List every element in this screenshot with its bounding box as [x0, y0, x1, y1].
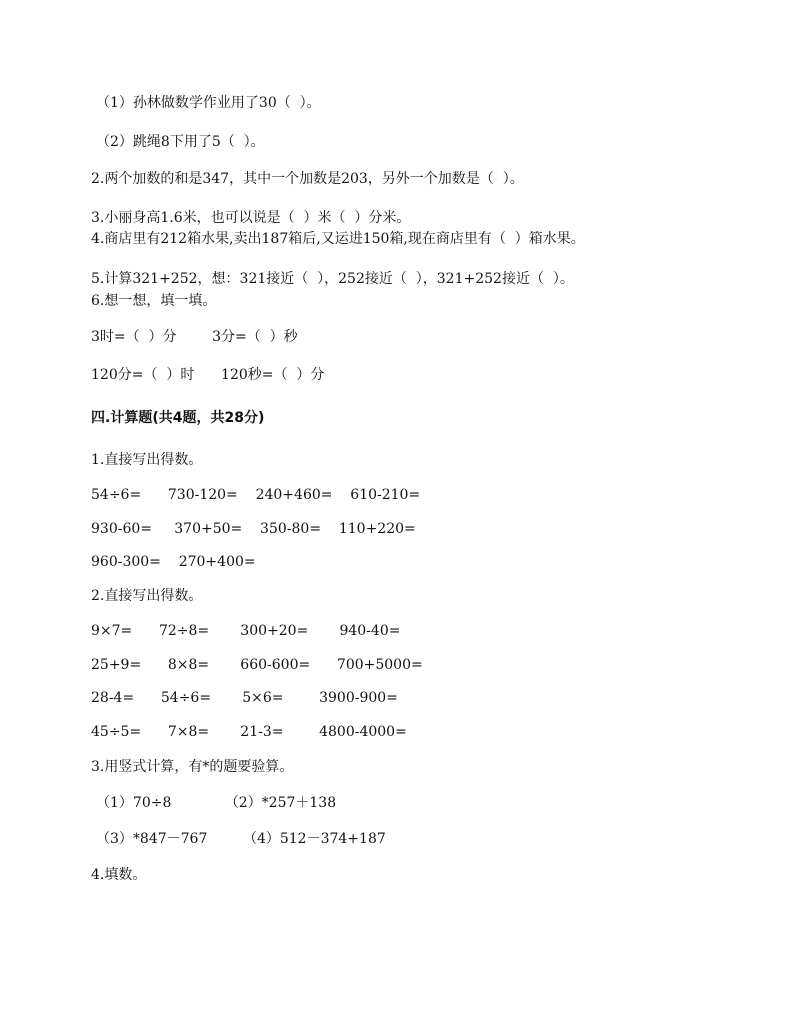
- line-8: 3时=（ ）分 3分=（ ）秒: [91, 329, 298, 345]
- line-21: （1）70÷8 （2）*257＋138: [96, 795, 337, 811]
- section-heading: 四.计算题(共4题，共28分): [91, 410, 265, 426]
- line-19: 45÷5= 7×8= 21-3= 4800-4000=: [91, 724, 407, 740]
- line-5: 4.商店里有212箱水果,卖出187箱后,又运进150箱,现在商店里有（ ）箱水果。: [91, 231, 585, 247]
- line-14: 960-300= 270+400=: [91, 554, 256, 570]
- line-6: 5.计算321+252，想：321接近（ ），252接近（ ），321+252接近（ ）。: [91, 271, 574, 287]
- line-20: 3.用竖式计算，有*的题要验算。: [91, 759, 294, 775]
- line-4: 3.小丽身高1.6米，也可以说是（ ）米（ ）分米。: [91, 210, 411, 226]
- line-11: 1.直接写出得数。: [91, 452, 203, 468]
- line-12: 54÷6= 730-120= 240+460= 610-210=: [91, 487, 421, 503]
- line-13: 930-60= 370+50= 350-80= 110+220=: [91, 521, 416, 537]
- line-7: 6.想一想，填一填。: [91, 293, 217, 309]
- line-23: 4.填数。: [91, 867, 147, 883]
- line-9: 120分=（ ）时 120秒=（ ）分: [91, 367, 325, 383]
- line-22: （3）*847－767 （4）512－374+187: [96, 831, 386, 847]
- line-17: 25+9= 8×8= 660-600= 700+5000=: [91, 657, 423, 673]
- line-2: （2）跳绳8下用了5（ ）。: [96, 134, 265, 150]
- line-16: 9×7= 72÷8= 300+20= 940-40=: [91, 623, 401, 639]
- line-3: 2.两个加数的和是347，其中一个加数是203，另外一个加数是（ ）。: [91, 171, 524, 187]
- line-1: （1）孙林做数学作业用了30（ ）。: [96, 95, 321, 111]
- line-18: 28-4= 54÷6= 5×6= 3900-900=: [91, 690, 398, 706]
- line-15: 2.直接写出得数。: [91, 588, 203, 604]
